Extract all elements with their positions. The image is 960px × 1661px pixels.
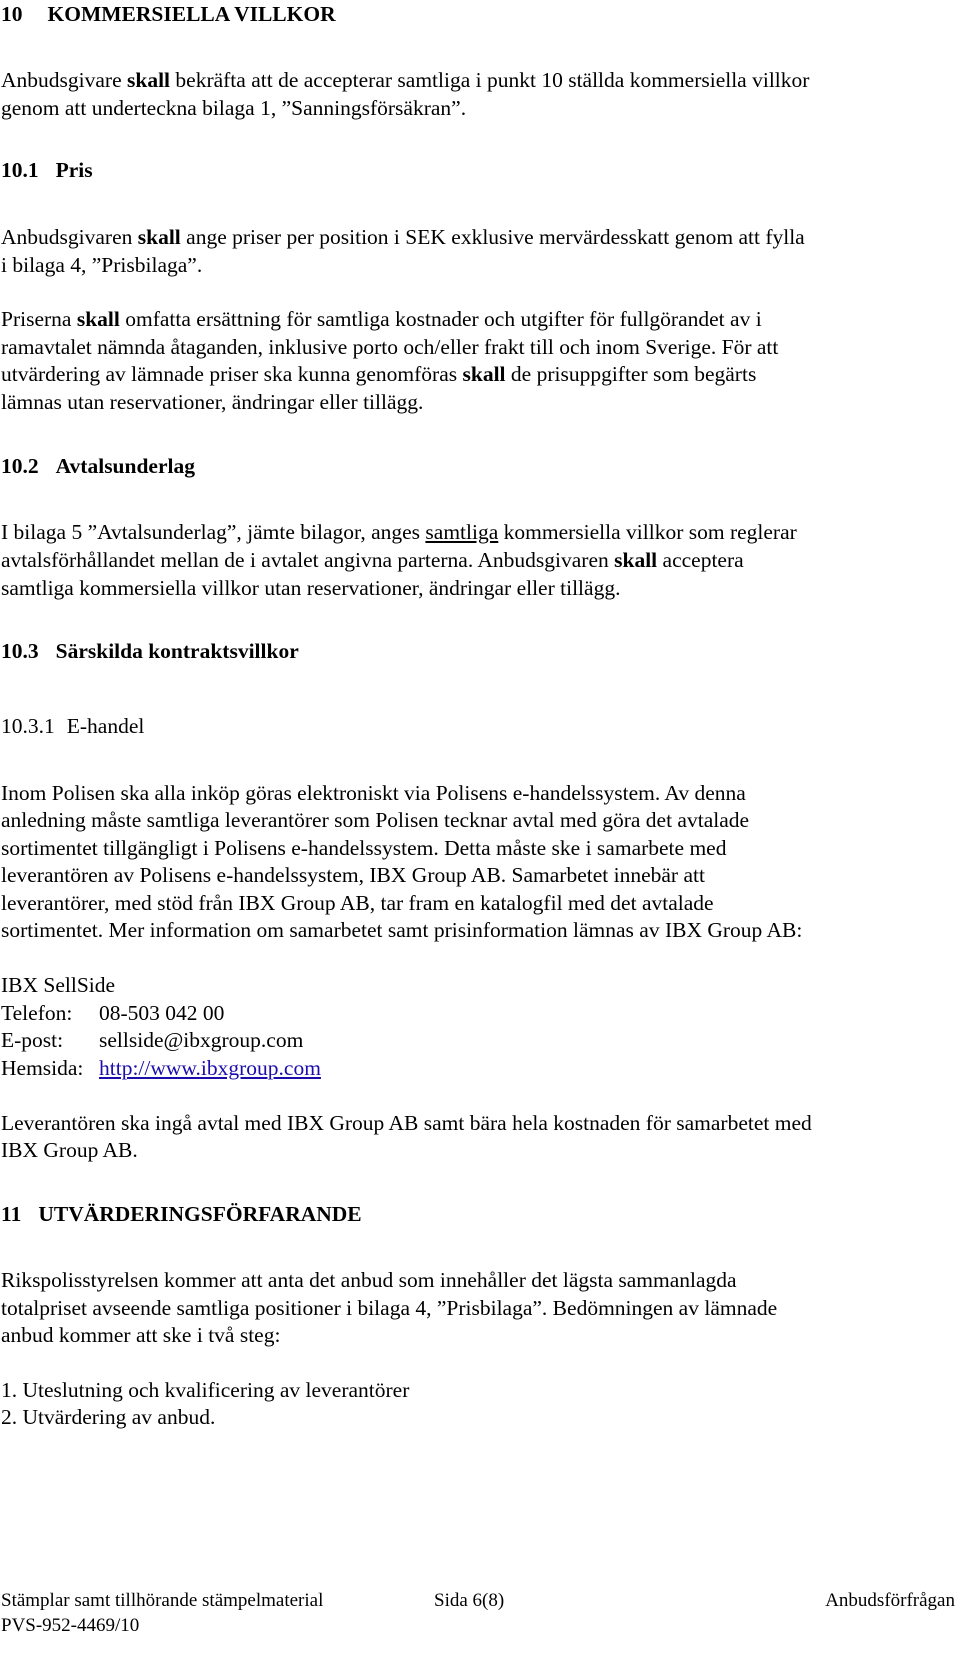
paragraph-line: samtliga kommersiella villkor utan reservationer, ändringar eller tillägg.	[1, 576, 621, 600]
paragraph-line: anledning måste samtliga leverantörer som Polisen tecknar avtal med göra det avtalade	[1, 808, 750, 832]
paragraph-line: genom att underteckna bilaga 1, ”Sanningsförsäkran”.	[1, 96, 467, 120]
text-run: avtalsförhållandet mellan de i avtalet angivna parterna. Anbudsgivaren	[1, 548, 615, 572]
footer-right: Anbudsförfrågan	[825, 1590, 955, 1611]
phone-value: 08-503 042 00	[99, 1001, 225, 1025]
contact-phone-row	[1, 1000, 224, 1026]
paragraph-line	[1, 547, 744, 573]
list-item: 2. Utvärdering av anbud.	[1, 1405, 216, 1429]
website-link[interactable]: http://www.ibxgroup.com	[99, 1056, 321, 1080]
paragraph-line: leverantören av Polisens e-handelssystem, IBX Group AB. Samarbetet innebär att	[1, 863, 705, 887]
section-number: 11	[1, 1202, 22, 1226]
contact-name: IBX SellSide	[1, 973, 116, 997]
paragraph-line: ramavtalet nämnda åtaganden, inklusive porto och/eller frakt till och inom Sverige. För att	[1, 335, 779, 359]
paragraph-line: totalpriset avseende samtliga positioner i bilaga 4, ”Prisbilaga”. Bedömningen av lämnade	[1, 1296, 778, 1320]
section-title: Särskilda kontraktsvillkor	[55, 639, 299, 663]
bold-keyword: skall	[76, 307, 120, 331]
text-run: de prisuppgifter som begärts	[505, 362, 757, 386]
section-title: Avtalsunderlag	[55, 454, 195, 478]
text-run: Anbudsgivaren	[1, 225, 138, 249]
section-number: 10.2	[1, 454, 39, 478]
underlined-keyword: samtliga	[425, 520, 499, 544]
paragraph-line: IBX Group AB.	[1, 1138, 138, 1162]
paragraph-line	[1, 224, 805, 250]
text-run: Priserna	[1, 307, 77, 331]
contact-email-row	[1, 1027, 303, 1053]
text-run: utvärdering av lämnade priser ska kunna genomföras	[1, 362, 463, 386]
section-11-heading	[1, 1201, 362, 1227]
text-run: I bilaga 5 ”Avtalsunderlag”, jämte bilagor, anges	[1, 520, 426, 544]
footer-left: Stämplar samt tillhörande stämpelmaterial	[1, 1590, 324, 1611]
paragraph-line	[1, 306, 762, 332]
phone-label: Telefon:	[1, 1001, 73, 1025]
email-value: sellside@ibxgroup.com	[99, 1028, 304, 1052]
section-number: 10	[1, 2, 23, 26]
text-run: omfatta ersättning för samtliga kostnader och utgifter för fullgörandet av i	[119, 307, 762, 331]
bold-keyword: skall	[137, 225, 181, 249]
bold-keyword: skall	[462, 362, 506, 386]
email-label: E-post:	[1, 1028, 64, 1052]
text-run: Anbudsgivare	[1, 68, 127, 92]
section-title: UTVÄRDERINGSFÖRFARANDE	[38, 1202, 362, 1226]
list-item: 1. Uteslutning och kvalificering av leverantörer	[1, 1378, 410, 1402]
footer-page-number: Sida 6(8)	[434, 1590, 505, 1611]
paragraph-line: Rikspolisstyrelsen kommer att anta det anbud som innehåller det lägsta sammanlagda	[1, 1268, 737, 1292]
section-title: Pris	[55, 158, 93, 182]
text-run: ange priser per position i SEK exklusive mervärdesskatt genom att fylla	[180, 225, 805, 249]
paragraph-line: lämnas utan reservationer, ändringar eller tillägg.	[1, 390, 424, 414]
subsection-10-1-heading	[1, 157, 93, 183]
text-run: bekräfta att de accepterar samtliga i punkt 10 ställda kommersiella villkor	[170, 68, 810, 92]
paragraph-line	[1, 361, 756, 387]
paragraph-line: anbud kommer att ske i två steg:	[1, 1323, 281, 1347]
section-title: E-handel	[66, 714, 145, 738]
subsection-10-3-heading	[1, 638, 299, 664]
text-run: acceptera	[657, 548, 744, 572]
section-title: KOMMERSIELLA VILLKOR	[47, 2, 336, 26]
paragraph-line: leverantörer, med stöd från IBX Group AB, tar fram en katalogfil med det avtalade	[1, 891, 714, 915]
web-label: Hemsida:	[1, 1056, 84, 1080]
section-number: 10.3	[1, 639, 39, 663]
paragraph-line	[1, 67, 809, 93]
paragraph-line: sortimentet. Mer information om samarbetet samt prisinformation lämnas av IBX Group AB:	[1, 918, 803, 942]
footer-reference: PVS-952-4469/10	[1, 1615, 140, 1636]
subsection-10-3-1-heading	[1, 713, 144, 739]
paragraph-line: i bilaga 4, ”Prisbilaga”.	[1, 253, 203, 277]
section-number: 10.3.1	[1, 714, 55, 738]
section-10-heading	[1, 1, 336, 27]
paragraph-line: Leverantören ska ingå avtal med IBX Group AB samt bära hela kostnaden för samarbetet med	[1, 1111, 812, 1135]
paragraph-line: Inom Polisen ska alla inköp göras elektroniskt via Polisens e-handelssystem. Av denna	[1, 781, 746, 805]
bold-keyword: skall	[127, 68, 171, 92]
subsection-10-2-heading	[1, 453, 195, 479]
section-number: 10.1	[1, 158, 39, 182]
contact-web-row	[1, 1055, 321, 1081]
text-run: kommersiella villkor som reglerar	[498, 520, 797, 544]
bold-keyword: skall	[614, 548, 658, 572]
paragraph-line: sortimentet tillgängligt i Polisens e-handelssystem. Detta måste ske i samarbete med	[1, 836, 727, 860]
paragraph-line	[1, 519, 797, 545]
